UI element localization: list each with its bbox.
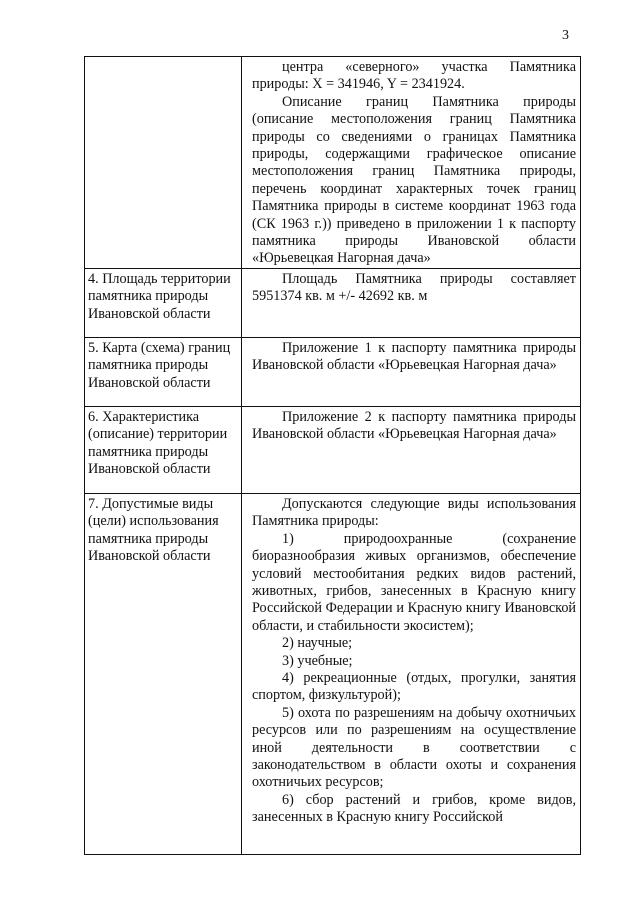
table-row [85,493,581,854]
allowed-use-item: 5) охота по разрешениям на добычу охотничьих ресурсов или по разрешениям на осуществление иной деятельности в соответствии с законодательством в области охоты и сохранения охотничьих ресурсов; [252,704,576,791]
row-label: 6. Характеристика (описание) территории памятника природы Ивановской области [88,408,228,478]
table-row [85,406,581,493]
allowed-uses-intro: Допускаются следующие виды использования Памятника природы: [252,495,576,530]
row-label-cell [85,57,242,269]
table-row [85,268,581,337]
row-label-cell [85,268,242,337]
boundary-description-text: Описание границ Памятника природы (описание местоположения границ Памятника природы со сведениями о границах Памятника природы, содержащими графическое описание местоположения границ Памятника природы, перечень координат характерных точек границ Памятника природы в системе координат 1963 года (СК 1963 г.)) приведено в приложении 1 к паспорту памятника природы Ивановской области «Юрьевецкая Нагорная дача» [252,93,576,267]
row-label-cell [85,493,242,854]
characteristic-appendix-text: Приложение 2 к паспорту памятника природы Ивановской области «Юрьевецкая Нагорная дача» [252,408,576,443]
row-label: 7. Допустимые виды (цели) использования памятника природы Ивановской области [88,495,219,565]
table-row [85,57,581,269]
row-content-cell [242,268,581,337]
map-appendix-text: Приложение 1 к паспорту памятника природы Ивановской области «Юрьевецкая Нагорная дача» [252,339,576,374]
allowed-use-item: 4) рекреационные (отдых, прогулки, занятия спортом, физкультурой); [252,669,576,704]
row-label-cell [85,406,242,493]
table-row [85,337,581,406]
allowed-use-item: 1) природоохранные (сохранение биоразнообразия живых организмов, обеспечение условий местообитания редких видов растений, животных, грибов, занесенных в Красную книгу Российской Федерации и Красную книгу Ивановской области, и стабильности экосистем); [252,530,576,634]
row-content-cell [242,493,581,854]
boundary-coordinates-text: центра «северного» участка Памятника природы: X = 341946, Y = 2341924. [252,59,576,93]
passport-table [84,56,581,855]
allowed-use-item: 6) сбор растений и грибов, кроме видов, занесенных в Красную книгу Российской [252,791,576,826]
row-content-cell [242,57,581,269]
row-label: 5. Карта (схема) границ памятника природы Ивановской области [88,339,231,391]
allowed-use-item: 2) научные; [282,635,353,652]
row-label-cell [85,337,242,406]
area-text: Площадь Памятника природы составляет 5951374 кв. м +/- 42692 кв. м [252,270,576,305]
allowed-use-item: 3) учебные; [282,652,353,669]
row-content-cell [242,337,581,406]
page-number: 3 [562,28,569,43]
row-content-cell [242,406,581,493]
row-label: 4. Площадь территории памятника природы Ивановской области [88,270,231,322]
